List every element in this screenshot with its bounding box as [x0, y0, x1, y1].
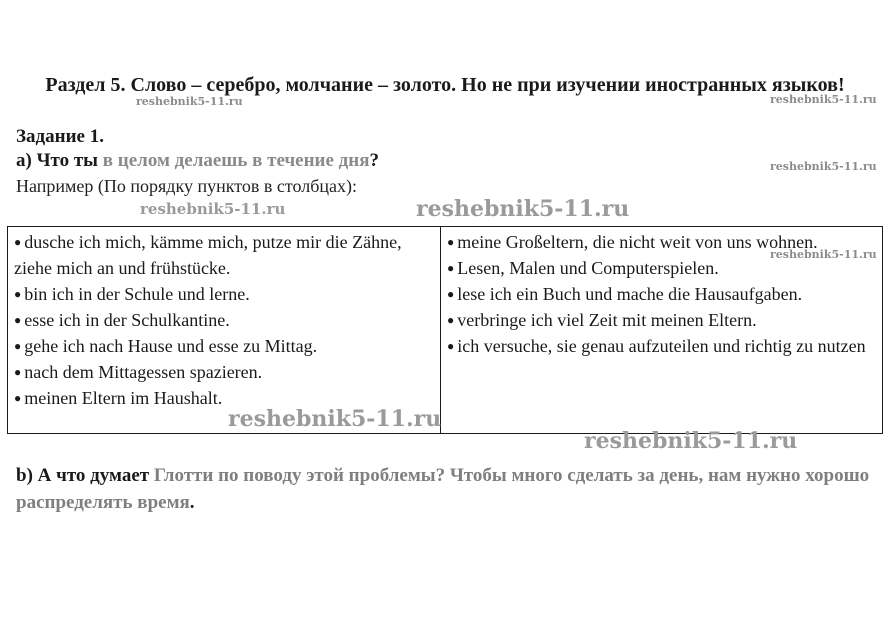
- watermark: reshebnik5-11.ru: [770, 160, 877, 173]
- list-item-text: meinen Eltern im Haushalt.: [24, 388, 223, 408]
- bullet-icon: ●: [14, 391, 22, 405]
- list-item-text: Lesen, Malen und Computerspielen.: [457, 258, 719, 278]
- bullet-icon: ●: [14, 235, 22, 249]
- bullet-icon: ●: [447, 339, 455, 353]
- list-item: [14, 333, 434, 359]
- list-item-text: dusche ich mich, kämme mich, putze mir die Zähne, ziehe mich an und frühstücke.: [14, 232, 402, 278]
- list-item-text: esse ich in der Schulkantine.: [24, 310, 230, 330]
- bullet-icon: ●: [14, 339, 22, 353]
- watermark: reshebnik5-11.ru: [228, 406, 442, 432]
- list-item: [14, 229, 434, 281]
- list-item: [14, 281, 434, 307]
- bullet-icon: ●: [447, 287, 455, 301]
- question-a: [16, 150, 379, 172]
- question-b-suffix: .: [189, 492, 195, 513]
- list-item: [447, 281, 876, 307]
- list-item-text: verbringe ich viel Zeit mit meinen Eltern.: [457, 310, 757, 330]
- list-item: [447, 333, 876, 359]
- section-heading: Раздел 5. Слово – серебро, молчание – золото. Но не при изучении иностранных языков!: [45, 74, 845, 96]
- bullet-icon: ●: [14, 365, 22, 379]
- list-item-text: gehe ich nach Hause und esse zu Mittag.: [24, 336, 318, 356]
- watermark: reshebnik5-11.ru: [584, 428, 798, 454]
- watermark: reshebnik5-11.ru: [136, 95, 243, 108]
- question-a-prefix: a) Что ты: [16, 150, 103, 171]
- watermark: reshebnik5-11.ru: [770, 248, 877, 261]
- question-a-suffix: ?: [369, 150, 380, 171]
- bullet-icon: ●: [447, 261, 455, 275]
- bullet-icon: ●: [14, 313, 22, 327]
- bullet-icon: ●: [447, 235, 455, 249]
- list-item: [14, 359, 434, 385]
- watermark: reshebnik5-11.ru: [416, 196, 630, 222]
- question-b-faded: Глотти по поводу этой проблемы? Чтобы много сделать за день, нам нужно хорошо распределять время: [16, 465, 870, 513]
- list-item: [447, 307, 876, 333]
- question-b: [16, 462, 876, 516]
- watermark: reshebnik5-11.ru: [140, 200, 286, 218]
- table-column-left: [8, 227, 440, 433]
- task-title: Задание 1.: [16, 126, 104, 147]
- example-label: Например (По порядку пунктов в столбцах):: [16, 176, 357, 196]
- list-item-text: bin ich in der Schule und lerne.: [24, 284, 250, 304]
- question-b-prefix: b) А что думает: [16, 465, 154, 486]
- bullet-icon: ●: [447, 313, 455, 327]
- list-item-text: lese ich ein Buch und mache die Hausaufgaben.: [457, 284, 803, 304]
- answer-table: [7, 226, 883, 434]
- list-item-text: ich versuche, sie genau aufzuteilen und richtig zu nutzen: [457, 336, 866, 356]
- list-item-text: meine Großeltern, die nicht weit von uns wohnen.: [457, 232, 818, 252]
- list-item: [14, 307, 434, 333]
- list-item-text: nach dem Mittagessen spazieren.: [24, 362, 263, 382]
- watermark: reshebnik5-11.ru: [770, 93, 877, 106]
- bullet-icon: ●: [14, 287, 22, 301]
- question-a-faded: в целом делаешь в течение дня: [102, 150, 370, 171]
